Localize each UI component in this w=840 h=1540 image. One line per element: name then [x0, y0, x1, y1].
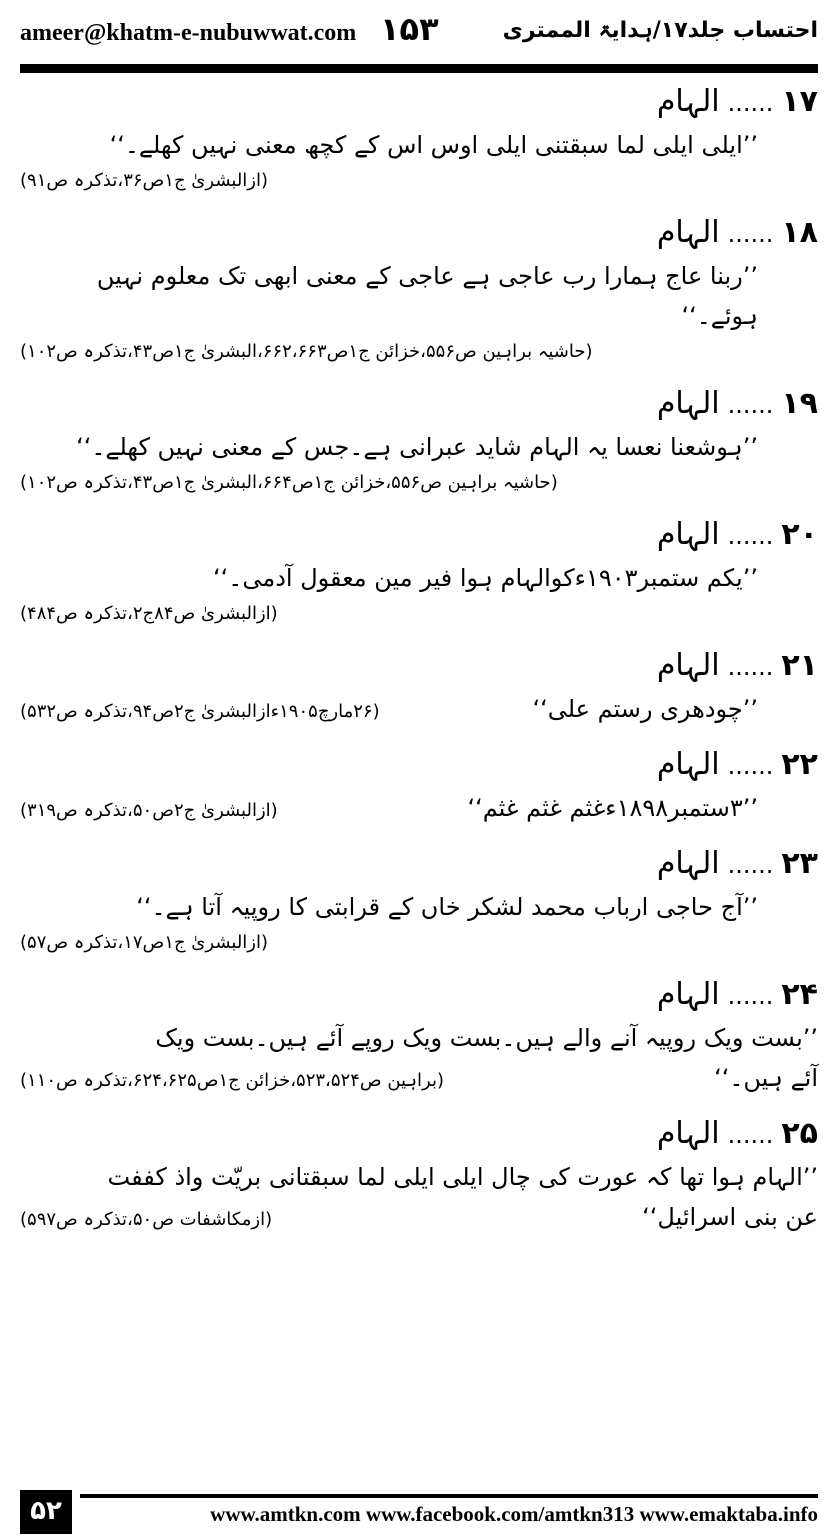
entry-dots: ...... — [727, 1121, 774, 1149]
entry-number: ۲۵ — [781, 1116, 818, 1151]
entry-heading — [20, 644, 818, 689]
entry-label: الہام — [656, 977, 720, 1012]
entry-24 — [20, 973, 818, 1098]
header-email: ameer@khatm-e-nubuwwat.com — [20, 20, 357, 46]
footer-page-number: ۵۲ — [20, 1490, 72, 1534]
entry-21 — [20, 644, 818, 729]
entry-reference: (ازالبشریٰ ج۱ص۱۷،تذکرہ ص۵۷) — [20, 932, 269, 953]
entry-19 — [20, 382, 818, 499]
entry-22 — [20, 743, 818, 828]
entry-quote-line-2: عن بنی اسرائیل‘‘ — [642, 1203, 818, 1231]
entry-dots: ...... — [727, 752, 774, 780]
entry-18 — [20, 211, 818, 368]
entry-heading — [20, 513, 818, 558]
entry-reference: (حاشیہ براہین ص۵۵۶،خزائن ج۱ص۶۶۲،۶۶۳،البشریٰ ج۱ص۴۳،تذکرہ ص۱۰۲) — [20, 341, 593, 362]
entry-number: ۱۷ — [781, 84, 818, 119]
entry-heading — [20, 1112, 818, 1157]
entry-quote-line-1: ’’الہام ہوا تھا کہ عورت کی چال ایلی ایلی لما سبقتانی بریّت واذ کففت — [107, 1163, 818, 1191]
entry-number: ۲۲ — [781, 747, 818, 782]
entry-reference: (ازمکاشفات ص۵۰،تذکرہ ص۵۹۷) — [20, 1209, 273, 1230]
entry-quote: ’’چودھری رستم علی‘‘ — [532, 695, 758, 723]
entries-list — [20, 80, 818, 1251]
entry-number: ۱۸ — [781, 215, 818, 250]
entry-quote: ’’ربنا عاج ہمارا رب عاجی ہے عاجی کے معنی ابھی تک معلوم نہیں ہوئے۔‘‘ — [96, 262, 758, 330]
footer-links: www.amtkn.com www.facebook.com/amtkn313 www.emaktaba.info — [210, 1502, 818, 1526]
entry-quote-line-2: آئے ہیں۔‘‘ — [714, 1064, 818, 1092]
entry-25 — [20, 1112, 818, 1237]
header-book-title: احتساب جلد۱۷/ہدایۃ الممتری — [502, 18, 818, 43]
entry-label: الہام — [656, 1116, 720, 1151]
entry-23 — [20, 842, 818, 959]
entry-quote: ’’ایلی ایلی لما سبقتنی ایلی اوس اس کے کچھ معنی نہیں کھلے۔‘‘ — [109, 131, 758, 159]
entry-quote: ’’۳ستمبر۱۸۹۸ءغثم غثم غثم‘‘ — [467, 794, 758, 822]
entry-quote-row — [20, 1058, 818, 1098]
entry-label: الہام — [656, 215, 720, 250]
entry-17 — [20, 80, 818, 197]
entry-dots: ...... — [727, 982, 774, 1010]
entry-reference: (۲۶مارچ۱۹۰۵ءازالبشریٰ ج۲ص۹۴،تذکرہ ص۵۳۲) — [20, 701, 380, 722]
header-page-number: ۱۵۳ — [380, 10, 439, 48]
entry-dots: ...... — [727, 653, 774, 681]
page-footer — [20, 1490, 818, 1534]
footer-rule — [80, 1494, 818, 1498]
entry-label: الہام — [656, 386, 720, 421]
entry-heading — [20, 842, 818, 887]
entry-20 — [20, 513, 818, 630]
entry-quote: ’’ہوشعنا نعسا یہ الہام شاید عبرانی ہے۔جس کے معنی نہیں کھلے۔‘‘ — [76, 433, 758, 461]
entry-dots: ...... — [727, 391, 774, 419]
entry-quote-row — [20, 1197, 818, 1237]
entry-dots: ...... — [727, 522, 774, 550]
header-rule — [20, 64, 818, 73]
entry-label: الہام — [656, 846, 720, 881]
entry-reference: (ازالبشریٰ ج۱ص۳۶،تذکرہ ص۹۱) — [20, 170, 269, 191]
page-header — [0, 0, 840, 64]
entry-label: الہام — [656, 648, 720, 683]
entry-reference: (ازالبشریٰ ص۸۴ج۲،تذکرہ ص۴۸۴) — [20, 603, 278, 624]
entry-quote-row — [20, 689, 818, 729]
entry-label: الہام — [656, 517, 720, 552]
entry-dots: ...... — [727, 89, 774, 117]
entry-reference: (حاشیہ براہین ص۵۵۶،خزائن ج۱ص۶۶۴،البشریٰ ج۱ص۴۳،تذکرہ ص۱۰۲) — [20, 472, 558, 493]
entry-quote: ’’یکم ستمبر۱۹۰۳ءکوالہام ہوا فیر مین معقول آدمی۔‘‘ — [213, 564, 758, 592]
entry-heading — [20, 211, 818, 256]
entry-heading — [20, 382, 818, 427]
entry-dots: ...... — [727, 220, 774, 248]
entry-heading — [20, 743, 818, 788]
entry-number: ۲۱ — [781, 648, 818, 683]
entry-quote: ’’آج حاجی ارباب محمد لشکر خاں کے قرابتی کا روپیہ آتا ہے۔‘‘ — [136, 893, 758, 921]
entry-heading — [20, 80, 818, 125]
entry-heading — [20, 973, 818, 1018]
entry-dots: ...... — [727, 851, 774, 879]
entry-label: الہام — [656, 84, 720, 119]
entry-number: ۲۳ — [781, 846, 818, 881]
entry-reference: (براہین ص۵۲۳،۵۲۴،خزائن ج۱ص۶۲۴،۶۲۵،تذکرہ ص۱۱۰) — [20, 1070, 445, 1091]
entry-quote-line-1: ’’بست ویک روپیہ آنے والے ہیں۔بست ویک روپے آئے ہیں۔بست ویک — [155, 1024, 818, 1052]
entry-number: ۲۰ — [781, 517, 818, 552]
entry-number: ۱۹ — [781, 386, 818, 421]
entry-reference: (ازالبشریٰ ج۲ص۵۰،تذکرہ ص۳۱۹) — [20, 800, 278, 821]
entry-quote-row — [20, 788, 818, 828]
entry-label: الہام — [656, 747, 720, 782]
entry-number: ۲۴ — [781, 977, 818, 1012]
